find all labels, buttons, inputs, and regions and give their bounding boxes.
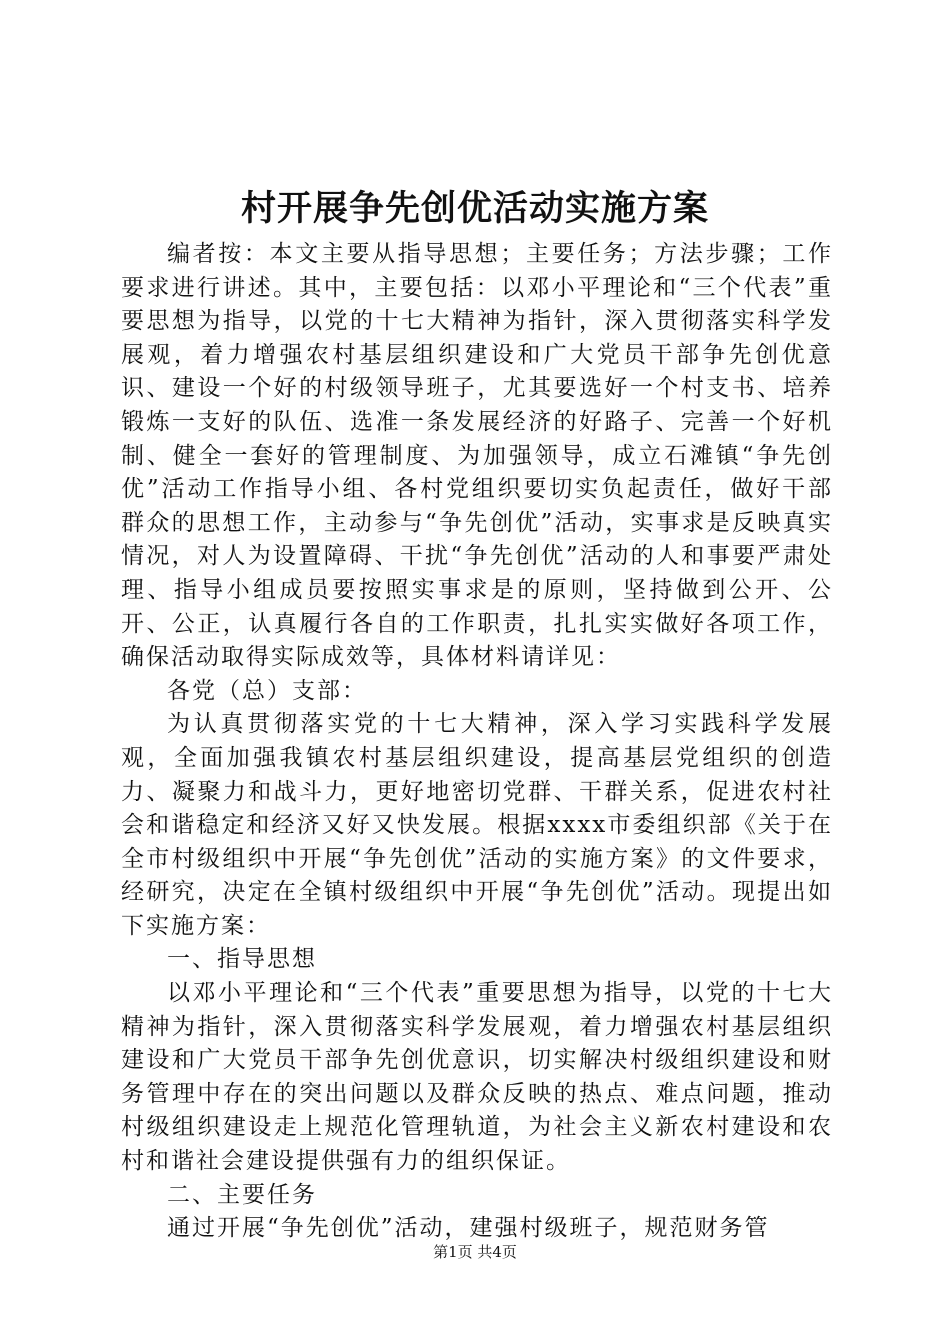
salutation: 各党（总）支部： (167, 677, 367, 704)
main-tasks-paragraph: 通过开展“争先创优”活动，建强村级班子，规范财务管 (167, 1215, 770, 1242)
document-body (121, 238, 833, 1246)
document-title: 村开展争先创优活动实施方案 (240, 188, 709, 229)
intro-paragraph: 为认真贯彻落实党的十七大精神，深入学习实践科学发展观，全面加强我镇农村基层组织建设，提高基层党组织的创造力、凝聚力和战斗力，更好地密切党群、干群关系，促进农村社会和谐稳定和经济又好又快发展。根据xxxx市委组织部《关于在全市村级组织中开展“争先创优”活动的实施方案》的文件要求，经研究，决定在全镇村级组织中开展“争先创优”活动。现提出如下实施方案： (121, 711, 833, 939)
editor-note-paragraph: 编者按：本文主要从指导思想；主要任务；方法步骤；工作要求进行讲述。其中，主要包括：以邓小平理论和“三个代表”重要思想为指导，以党的十七大精神为指针，深入贯彻落实科学发展观，着力增强农村基层组织建设和广大党员干部争先创优意识、建设一个好的村级领导班子，尤其要选好一个村支书、培养锻炼一支好的队伍、选准一条发展经济的好路子、完善一个好机制、健全一套好的管理制度、为加强领导，成立石滩镇“争先创优”活动工作指导小组、各村党组织要切实负起责任，做好干部群众的思想工作，主动参与“争先创优”活动，实事求是反映真实情况，对人为设置障碍、干扰“争先创优”活动的人和事要严肃处理、指导小组成员要按照实事求是的原则，坚持做到公开、公开、公正，认真履行各自的工作职责，扎扎实实做好各项工作，确保活动取得实际成效等，具体材料请详见： (121, 241, 833, 671)
page-footer: 第1页 共4页 (433, 1243, 517, 1261)
section-heading-main-tasks: 二、主要任务 (167, 1181, 317, 1208)
section-heading-guiding-ideology: 一、指导思想 (167, 946, 317, 973)
guiding-ideology-paragraph: 以邓小平理论和“三个代表”重要思想为指导，以党的十七大精神为指针，深入贯彻落实科学发展观，着力增强农村基层组织建设和广大党员干部争先创优意识，切实解决村级组织建设和财务管理中存在的突出问题以及群众反映的热点、难点问题，推动村级组织建设走上规范化管理轨道，为社会主义新农村建设和农村和谐社会建设提供强有力的组织保证。 (121, 980, 833, 1175)
